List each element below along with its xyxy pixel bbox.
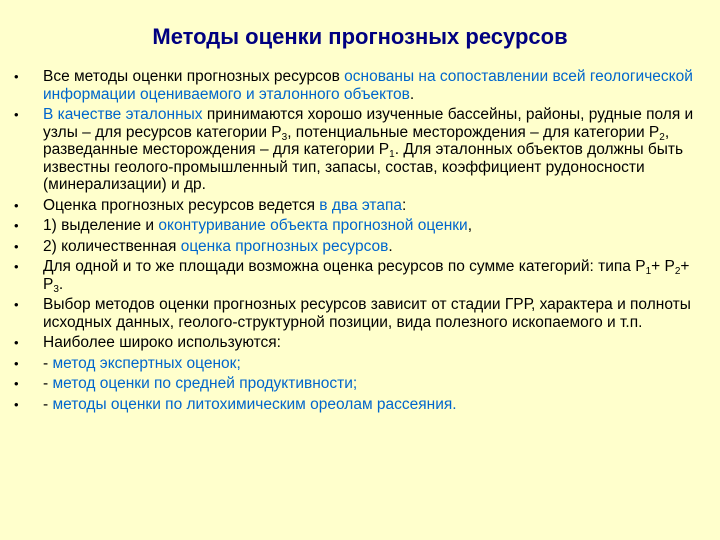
bullet-icon: • xyxy=(14,335,19,350)
bullet-icon: • xyxy=(14,238,19,254)
bullet-item: • Все методы оценки прогнозных ресурсов основаны на сопоставлении всей геологической информации оцениваемого и эталонного объектов. xyxy=(14,68,693,103)
bullet-icon: • xyxy=(14,197,19,213)
bullet-icon: • xyxy=(14,396,19,412)
bullet-icon: • xyxy=(14,107,19,122)
bullet-icon: • xyxy=(14,69,19,84)
bullet-icon: • xyxy=(14,259,19,274)
bullet-icon: • xyxy=(14,376,19,391)
bullet-item: • - метод оценки по средней продуктивности; xyxy=(14,375,358,392)
bullet-item: • Наиболее широко используются: xyxy=(14,334,281,351)
bullet-item: • В качестве эталонных принимаются хорошо изученные бассейны, районы, рудные поля и узлы – для ресурсов категории $Р_3$, потенциальные месторождения – для категории $Р_2$, разведанные месторождения – для категории $Р_1$. Для эталонных объектов должны быть известны геолого-промышленный тип, запасы, состав, коэффициент рудоносности (минерализации) и др. xyxy=(14,106,694,193)
bullet-item: • - метод экспертных оценок; xyxy=(14,354,241,372)
bullet-item: • Выбор методов оценки прогнозных ресурсов зависит от стадии ГРР, характера и полноты исходных данных, геолого-структурной позиции, вида полезного ископаемого и т.п. xyxy=(14,296,691,331)
bullet-list xyxy=(14,68,712,416)
bullet-item: • 1) выделение и оконтуривание объекта прогнозной оценки, xyxy=(14,217,472,234)
bullet-item: • Оценка прогнозных ресурсов ведется в два этапа: xyxy=(14,196,407,214)
bullet-icon: • xyxy=(14,355,19,371)
bullet-item: • - методы оценки по литохимическим ореолам рассеяния. xyxy=(14,395,457,413)
bullet-icon: • xyxy=(14,297,19,312)
bullet-item: • 2) количественная оценка прогнозных ресурсов. xyxy=(14,237,393,255)
slide-title: Методы оценки прогнозных ресурсов xyxy=(152,24,568,49)
bullet-icon: • xyxy=(14,218,19,233)
bullet-item: • Для одной и то же площади возможна оценка ресурсов по сумме категорий: типа $Р_1+ Р_2+ Р_3$. xyxy=(14,258,690,295)
